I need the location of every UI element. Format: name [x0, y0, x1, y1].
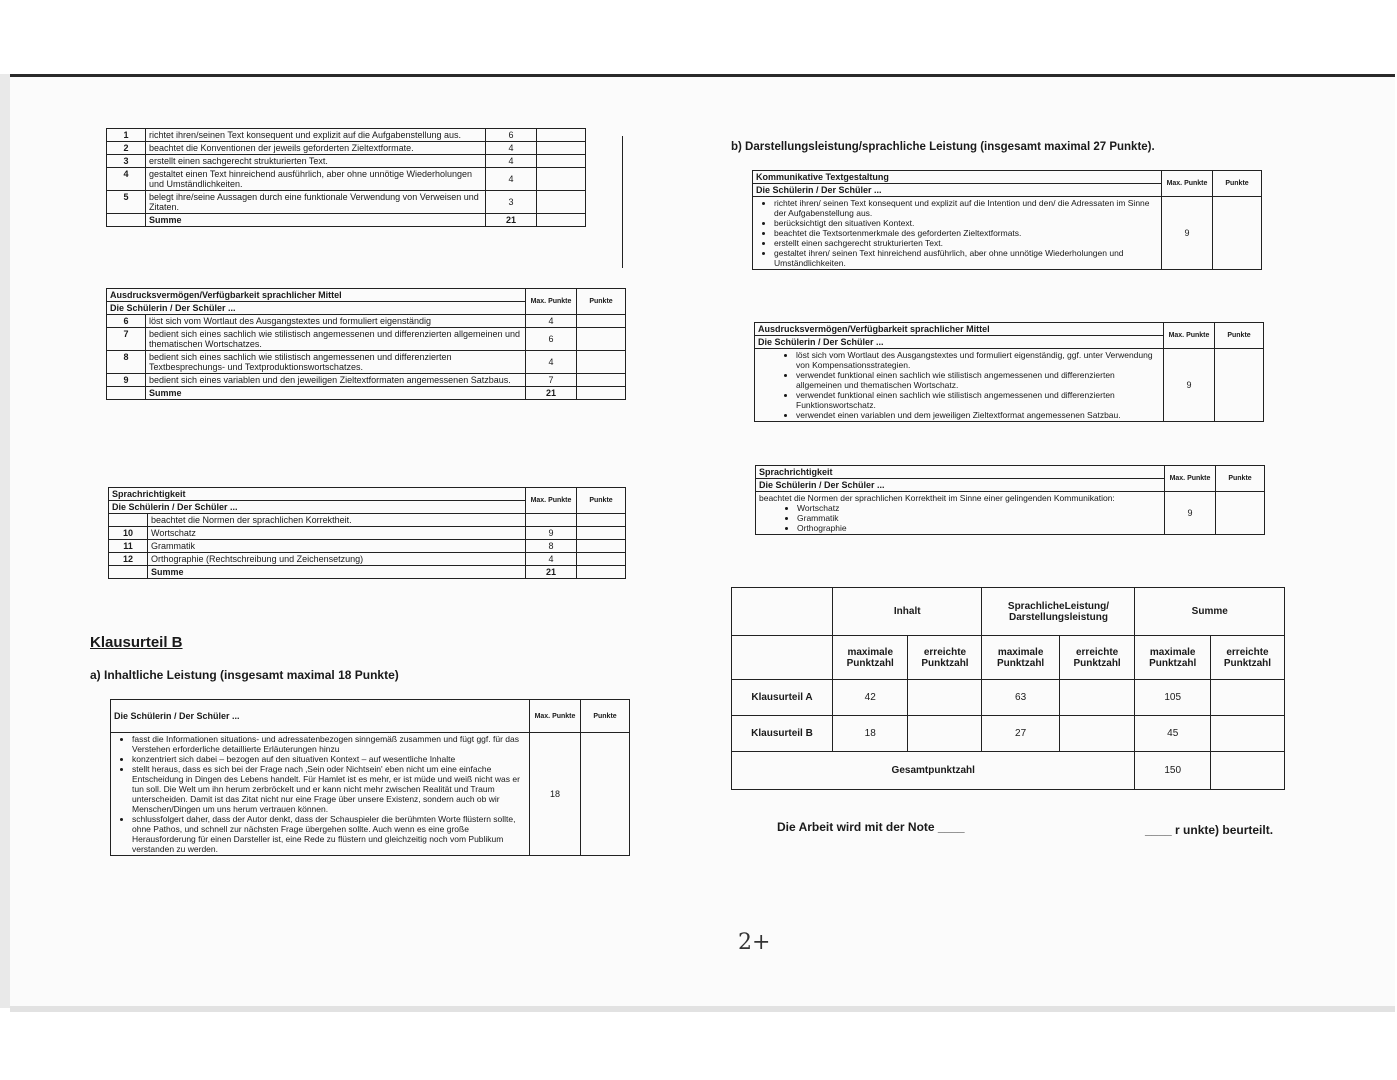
sprachrichtigkeit-table-a: [108, 487, 626, 579]
sum-label: Summe: [146, 214, 486, 227]
grade-line-start: Die Arbeit wird mit der Note ____: [777, 820, 965, 834]
criterion-text: Wortschatz: [148, 527, 526, 540]
col-points: Punkte: [1213, 171, 1262, 197]
points-cell: [537, 155, 586, 168]
max-points: 9: [1164, 349, 1215, 422]
header-inhalt: Inhalt: [833, 588, 982, 636]
list-item: • verwendet funktional einen sachlich wie stilistisch angemessenen und differenzierten allgemeinen und thematischen Wortschatz.: [796, 370, 1160, 390]
table-row: [107, 328, 626, 351]
criteria-list: [756, 198, 1158, 268]
criterion-text: bedient sich eines sachlich wie stilistisch angemessenen und differenzierten allgemeinen und thematischen Wortschatzes.: [146, 328, 526, 351]
table-title: Kommunikative Textgestaltung: [753, 171, 1162, 184]
row-number: 6: [107, 315, 146, 328]
table-row: [107, 351, 626, 374]
max-points: 6: [486, 129, 537, 142]
table-subtitle: Die Schülerin / Der Schüler ...: [753, 184, 1162, 197]
section-a-heading: a) Inhaltliche Leistung (insgesamt maximal 18 Punkte): [90, 668, 399, 682]
paper-shadow: [10, 1006, 1395, 1012]
row-number: 11: [109, 540, 148, 553]
criterion-text: bedient sich eines variablen und den jeweiligen Zieltextformaten angemessenen Satzbaus.: [146, 374, 526, 387]
max-label: maximale Punktzahl: [982, 636, 1059, 680]
reached-label: erreichte Punktzahl: [908, 636, 982, 680]
sprache-max: 27: [982, 716, 1059, 752]
max-label: maximale Punktzahl: [833, 636, 908, 680]
col-points: Punkte: [577, 488, 626, 514]
header-summe: Summe: [1135, 588, 1285, 636]
table-subtitle: Die Schülerin / Der Schüler ...: [755, 336, 1164, 349]
max-points: 4: [526, 351, 577, 374]
max-points: 4: [486, 155, 537, 168]
table-row: [107, 155, 586, 168]
table-subtitle: Die Schülerin / Der Schüler ...: [756, 479, 1165, 492]
table-subtitle: Die Schülerin / Der Schüler ...: [109, 501, 526, 514]
sum-row: [107, 214, 586, 227]
total-max: 150: [1135, 752, 1210, 790]
table-row: [107, 374, 626, 387]
col-max: Max. Punkte: [526, 289, 577, 315]
list-item: • erstellt einen sachgerecht strukturierten Text.: [774, 238, 1158, 248]
list-item: • Wortschatz: [797, 503, 1161, 513]
sum-label: Summe: [148, 566, 526, 579]
row-number: 8: [107, 351, 146, 374]
list-item: • schlussfolgert daher, dass der Autor denkt, dass der Schauspieler die berühmten Worte flüstern sollte, ohne Pathos, und schnell zur nächsten Frage übergehen sollte. Auch wenn es eine große Herausforderung für einen Darsteller ist, eine Rede zu flüstern und gleichzeitig noch vom Publikum verstanden zu werden.: [132, 814, 526, 854]
summe-max: 105: [1135, 680, 1210, 716]
max-points: 4: [526, 315, 577, 328]
row-number: 3: [107, 155, 146, 168]
row-number: 12: [109, 553, 148, 566]
col-max: Max. Punkte: [1164, 323, 1215, 349]
sum-row: [107, 387, 626, 400]
ausdruck-table-a: [106, 288, 626, 400]
header-sprache: SprachlicheLeistung/ Darstellungsleistung: [982, 588, 1135, 636]
max-points: 3: [486, 191, 537, 214]
table-title: Sprachrichtigkeit: [109, 488, 526, 501]
col-points: Punkte: [577, 289, 626, 315]
sum-value: 21: [526, 387, 577, 400]
table-row: [107, 315, 626, 328]
points-cell: [577, 527, 626, 540]
col-points: Punkte: [581, 700, 630, 733]
criterion-text: löst sich vom Wortlaut des Ausgangstextes und formuliert eigenständig: [146, 315, 526, 328]
intro-text: beachtet die Normen der sprachlichen Korrektheit.: [148, 514, 526, 527]
handwritten-grade: 2+: [738, 930, 771, 955]
inhalt-max: 18: [833, 716, 908, 752]
row-number: 1: [107, 129, 146, 142]
max-points: 18: [530, 733, 581, 856]
sum-label: Summe: [146, 387, 526, 400]
max-points: 7: [526, 374, 577, 387]
list-item: • richtet ihren/ seinen Text konsequent und explizit auf die Intention und den/ die Adressaten im Sinne der Aufgabenstellung aus.: [774, 198, 1158, 218]
intro-text: beachtet die Normen der sprachlichen Korrektheit im Sinne einer gelingenden Kommunikation:: [759, 493, 1115, 503]
inhalt-max: 42: [833, 680, 908, 716]
points-cell: [537, 129, 586, 142]
criteria-table-1: [106, 128, 586, 227]
criterion-text: beachtet die Konventionen der jeweils geforderten Zieltextformate.: [146, 142, 486, 155]
col-max: Max. Punkte: [526, 488, 577, 514]
col-max: Max. Punkte: [530, 700, 581, 733]
points-cell: [577, 351, 626, 374]
table-subtitle: Die Schülerin / Der Schüler ...: [111, 700, 530, 733]
list-item: • konzentriert sich dabei – bezogen auf den situativen Kontext – auf wesentliche Inhalte: [132, 754, 526, 764]
criteria-list: [114, 734, 526, 854]
sprachrichtigkeit-table-b: [755, 465, 1265, 535]
row-number: 5: [107, 191, 146, 214]
inhalt-table: [110, 699, 630, 856]
reached-label: erreichte Punktzahl: [1210, 636, 1284, 680]
ausdruck-table-b: [754, 322, 1264, 422]
list-item: • gestaltet ihren/ seinen Text hinreichend ausführlich, aber ohne unnötige Wiederholungen und Umständlichkeiten.: [774, 248, 1158, 268]
row-number: 2: [107, 142, 146, 155]
list-item: • verwendet funktional einen sachlich wie stilistisch angemessenen und differenzierten Funktionswortschatz.: [796, 390, 1160, 410]
reached-label: erreichte Punktzahl: [1059, 636, 1135, 680]
section-b-heading: b) Darstellungsleistung/sprachliche Leistung (insgesamt maximal 27 Punkte).: [731, 141, 1155, 153]
summary-table: [731, 587, 1285, 790]
points-cell: [577, 328, 626, 351]
grade-line-end: ____ r unkte) beurteilt.: [1145, 823, 1274, 837]
col-max: Max. Punkte: [1162, 171, 1213, 197]
row-number: 9: [107, 374, 146, 387]
max-points: 4: [526, 553, 577, 566]
list-item: • Grammatik: [797, 513, 1161, 523]
list-item: • verwendet einen variablen und dem jeweiligen Zieltextformat angemessenen Satzbau.: [796, 410, 1160, 420]
table-title: Sprachrichtigkeit: [756, 466, 1165, 479]
points-cell: [577, 553, 626, 566]
criterion-text: richtet ihren/seinen Text konsequent und explizit auf die Aufgabenstellung aus.: [146, 129, 486, 142]
points-cell: [537, 142, 586, 155]
points-cell: [577, 374, 626, 387]
kommunikative-table: [752, 170, 1262, 270]
table-subtitle: Die Schülerin / Der Schüler ...: [107, 302, 526, 315]
summe-max: 45: [1135, 716, 1210, 752]
points-cell: [577, 315, 626, 328]
max-points: 9: [526, 527, 577, 540]
list-item: • berücksichtigt den situativen Kontext.: [774, 218, 1158, 228]
points-cell: [537, 191, 586, 214]
max-points: 9: [1162, 197, 1213, 270]
table-title: Ausdrucksvermögen/Verfügbarkeit sprachlicher Mittel: [755, 323, 1164, 336]
table-row: [109, 553, 626, 566]
criterion-text: Grammatik: [148, 540, 526, 553]
table-row: [109, 527, 626, 540]
table-row: [107, 129, 586, 142]
row-number: 4: [107, 168, 146, 191]
sum-value: 21: [486, 214, 537, 227]
criterion-text: belegt ihre/seine Aussagen durch eine funktionale Verwendung von Verweisen und Zitaten.: [146, 191, 486, 214]
table-row: [107, 191, 586, 214]
max-points: 4: [486, 168, 537, 191]
list-item: • beachtet die Textsortenmerkmale des geforderten Zieltextformats.: [774, 228, 1158, 238]
col-points: Punkte: [1215, 323, 1264, 349]
list-item: • stellt heraus, dass es sich bei der Frage nach ‚Sein oder Nichtsein' eben nicht um eine einfache Entscheidung in Dingen des Lebens handelt. Für Hamlet ist es mehr, er ist müde und weiß nicht was er tun soll. Die Welt um ihn herum zerbröckelt und er kann nicht mehr zwischen Realität und Traum unterscheiden. Damit ist das Zitat nicht nur eine Frage über unsere Existenz, sondern auch ob wir Menschen/Dingen um uns herum vertrauen können.: [132, 764, 526, 814]
points-cell: [577, 540, 626, 553]
sum-row: [109, 566, 626, 579]
max-label: maximale Punktzahl: [1135, 636, 1210, 680]
paper-edge: [0, 74, 10, 1008]
table-row: [107, 168, 586, 191]
row-number: 10: [109, 527, 148, 540]
section-heading: Klausurteil B: [90, 634, 183, 651]
max-points: 6: [526, 328, 577, 351]
max-points: 9: [1165, 492, 1216, 535]
bracket-line: [622, 136, 623, 268]
list-item: • Orthographie: [797, 523, 1161, 533]
criterion-text: erstellt einen sachgerecht strukturierten Text.: [146, 155, 486, 168]
sum-value: 21: [526, 566, 577, 579]
total-label: Gesamtpunktzahl: [732, 752, 1135, 790]
col-points: Punkte: [1216, 466, 1265, 492]
table-row: [107, 142, 586, 155]
sprache-max: 63: [982, 680, 1059, 716]
table-row: [109, 540, 626, 553]
criteria-list: [758, 350, 1160, 420]
criterion-text: Orthographie (Rechtschreibung und Zeichensetzung): [148, 553, 526, 566]
criterion-text: bedient sich eines sachlich wie stilistisch angemessenen und differenzierten Textbesprechungs- und Textproduktionswortschatzes.: [146, 351, 526, 374]
row-number: 7: [107, 328, 146, 351]
max-points: 8: [526, 540, 577, 553]
table-title: Ausdrucksvermögen/Verfügbarkeit sprachlicher Mittel: [107, 289, 526, 302]
list-item: • löst sich vom Wortlaut des Ausgangstextes und formuliert eigenständig, ggf. unter Verwendung von Kompensationsstrategien.: [796, 350, 1160, 370]
list-item: • fasst die Informationen situations- und adressatenbezogen sinngemäß zusammen und fügt ggf. für das Verstehen erforderliche detaillierte Erläuterungen hinzu: [132, 734, 526, 754]
criterion-text: gestaltet einen Text hinreichend ausführlich, aber ohne unnötige Wiederholungen und Umständlichkeiten.: [146, 168, 486, 191]
col-max: Max. Punkte: [1165, 466, 1216, 492]
criteria-list: [759, 503, 1161, 533]
row-label: Klausurteil A: [732, 680, 833, 716]
row-label: Klausurteil B: [732, 716, 833, 752]
max-points: 4: [486, 142, 537, 155]
points-cell: [537, 168, 586, 191]
